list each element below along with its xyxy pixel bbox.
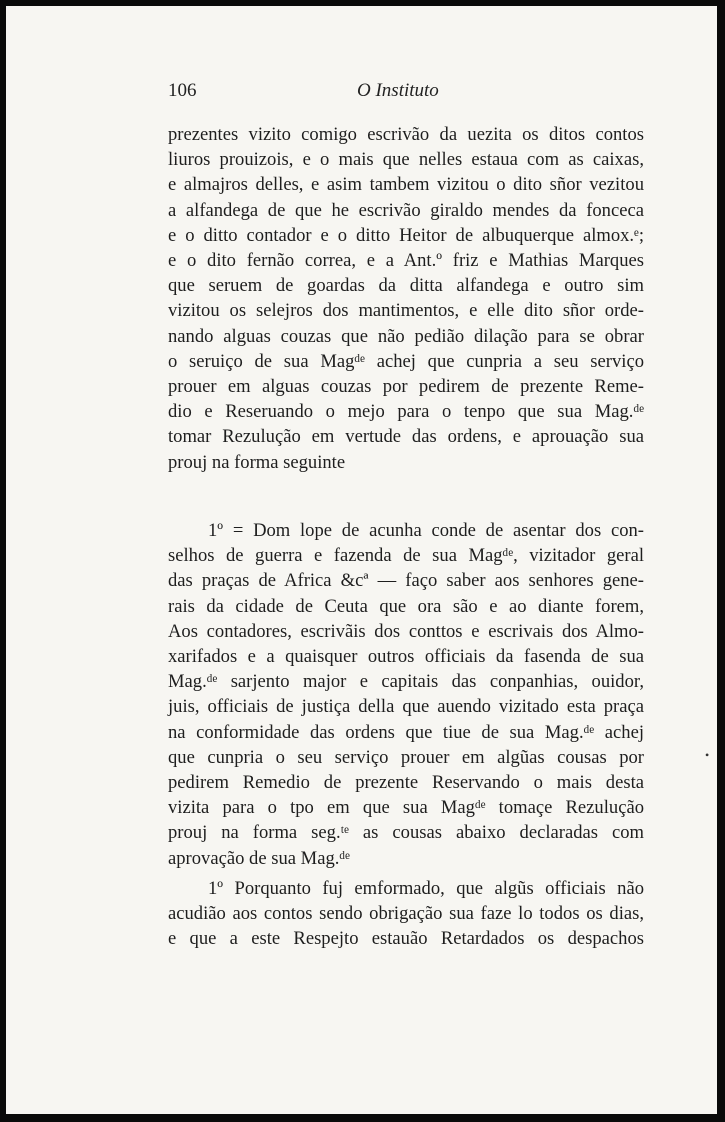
document-page — [6, 6, 717, 1114]
item-1-paragraph — [168, 518, 644, 871]
text-line: nando alguas couzas que não pedião dilação para se obrar — [168, 325, 644, 347]
text-line: que seruem de goardas da ditta alfandega e outro sim — [168, 275, 644, 297]
text-line: selhos de guerra e fazenda de sua Magᵈᵉ, vizitador geral — [168, 545, 644, 567]
text-line: prezentes vizito comigo escrivão da uezita os ditos contos — [168, 124, 644, 145]
text-line: e almajros delles, e asim tambem vizitou o dito sñor vezitou — [168, 174, 644, 196]
text-line: vizitou os selejros dos mantimentos, e elle dito sñor orde- — [168, 300, 644, 322]
text-line: e que a este Respejto estauão Retardados os despachos — [168, 928, 644, 950]
page-number: 106 — [168, 80, 197, 101]
text-line: acudião aos contos sendo obrigação sua faze lo todos os dias, — [168, 903, 644, 925]
text-line: dio e Reseruando o mejo para o tenpo que sua Mag.ᵈᵉ — [168, 401, 644, 423]
page-header — [6, 80, 717, 104]
text-line: prouer em alguas couzas por pedirem de prezente Reme- — [168, 376, 644, 398]
text-line: pedirem Remedio de prezente Reservando o mais desta — [168, 772, 644, 794]
text-line: Mag.ᵈᵉ sarjento major e capitais das conpanhias, ouidor, — [168, 671, 644, 693]
text-line: e o ditto contador e o ditto Heitor de albuquerque almox.ᵉ; — [168, 224, 644, 246]
text-line: a alfandega de que he escrivão giraldo mendes da fonceca — [168, 199, 644, 221]
text-line: 1º = Dom lope de acunha conde de asentar dos con- — [208, 520, 644, 541]
text-line: juis, officiais de justiça della que auendo vizitado esta praça — [168, 696, 644, 718]
text-line: xarifados e a quaisquer outros officiais da fasenda de sua — [168, 646, 644, 668]
text-line: 1º Porquanto fuj emformado, que algũs officiais não — [208, 878, 644, 899]
text-line: das praças de Africa &cª — faço saber aos senhores gene- — [168, 570, 644, 592]
text-line: aprovação de sua Mag.ᵈᵉ — [168, 847, 350, 869]
text-line: rais da cidade de Ceuta que ora são e ao diante forem, — [168, 595, 644, 617]
intro-paragraph — [168, 122, 644, 475]
text-line: tomar Rezulução em vertude das ordens, e aprouação sua — [168, 426, 644, 448]
text-line: o seruiço de sua Magᵈᵉ achej que cunpria a seu serviço — [168, 350, 644, 372]
text-line: Aos contadores, escrivãis dos conttos e escrivais dos Almo- — [168, 620, 644, 642]
text-line: que cunpria o seu serviço prouer em algũas cousas por — [168, 746, 644, 768]
margin-mark: • — [705, 748, 710, 762]
text-line: e o dito fernão correa, e a Ant.º friz e Mathias Marques — [168, 250, 644, 272]
text-line: prouj na forma seguinte — [168, 451, 346, 473]
text-line: prouj na forma seg.ᵗᵉ as cousas abaixo declaradas com — [168, 822, 644, 844]
item-2-paragraph — [168, 876, 644, 952]
running-title: O Instituto — [357, 80, 439, 101]
text-line: liuros prouizois, e o mais que nelles estaua com as caixas, — [168, 149, 644, 171]
text-line: na conformidade das ordens que tiue de sua Mag.ᵈᵉ achej — [168, 721, 644, 743]
text-line: vizita para o tpo em que sua Magᵈᵉ tomaçe Rezulução — [168, 797, 644, 819]
